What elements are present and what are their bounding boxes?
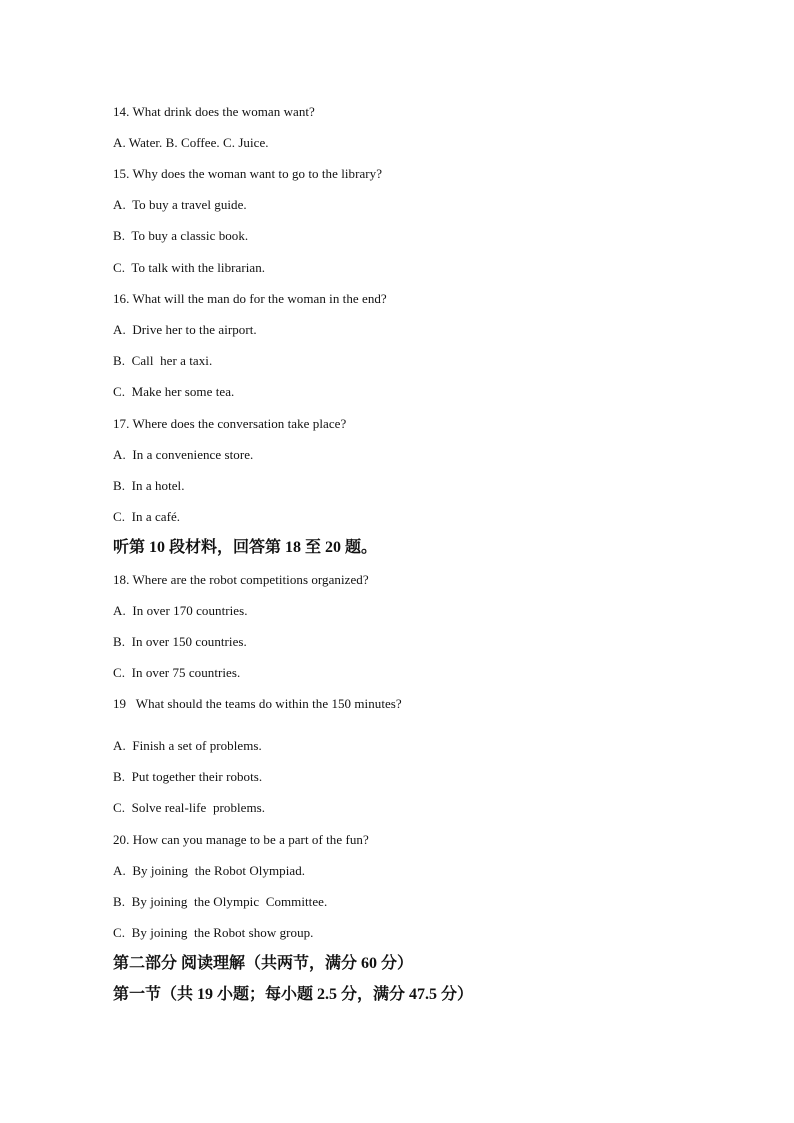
q17-stem: 17. Where does the conversation take place? [113, 416, 347, 431]
q19-stem: 19 What should the teams do within the 150 minutes? [113, 696, 402, 711]
q16-stem: 16. What will the man do for the woman in the end? [113, 291, 387, 306]
part-2-title: 第二部分 阅读理解（共两节，满分 60 分） [113, 955, 414, 972]
q17-option-b: B. In a hotel. [113, 478, 185, 493]
q19-option-a: A. Finish a set of problems. [113, 738, 262, 753]
q17-option-c: C. In a café. [113, 509, 181, 524]
q18-stem: 18. Where are the robot competitions organized? [113, 572, 369, 587]
q18-option-c: C. In over 75 countries. [113, 665, 241, 680]
q15-option-c: C. To talk with the librarian. [113, 260, 266, 275]
section-10-heading: 听第 10 段材料，回答第 18 至 20 题。 [113, 539, 378, 556]
q20-option-a: A. By joining the Robot Olympiad. [113, 863, 306, 878]
q17-option-a: A. In a convenience store. [113, 447, 254, 462]
q18-option-b: B. In over 150 countries. [113, 634, 247, 649]
q19-option-c: C. Solve real-life problems. [113, 800, 266, 815]
q19-option-b: B. Put together their robots. [113, 769, 263, 784]
q15-option-a: A. To buy a travel guide. [113, 197, 247, 212]
q16-option-c: C. Make her some tea. [113, 384, 235, 399]
q20-option-b: B. By joining the Olympic Committee. [113, 894, 328, 909]
q15-option-b: B. To buy a classic book. [113, 228, 249, 243]
q20-stem: 20. How can you manage to be a part of the fun? [113, 832, 369, 847]
q14-stem: 14. What drink does the woman want? [113, 104, 315, 119]
q20-option-c: C. By joining the Robot show group. [113, 925, 314, 940]
part-2-section-1-title: 第一节（共 19 小题；每小题 2.5 分，满分 47.5 分） [113, 986, 474, 1003]
q16-option-b: B. Call her a taxi. [113, 353, 213, 368]
q15-stem: 15. Why does the woman want to go to the library? [113, 166, 383, 181]
q14-options: A. Water. B. Coffee. C. Juice. [113, 135, 269, 150]
q18-option-a: A. In over 170 countries. [113, 603, 248, 618]
q16-option-a: A. Drive her to the airport. [113, 322, 257, 337]
